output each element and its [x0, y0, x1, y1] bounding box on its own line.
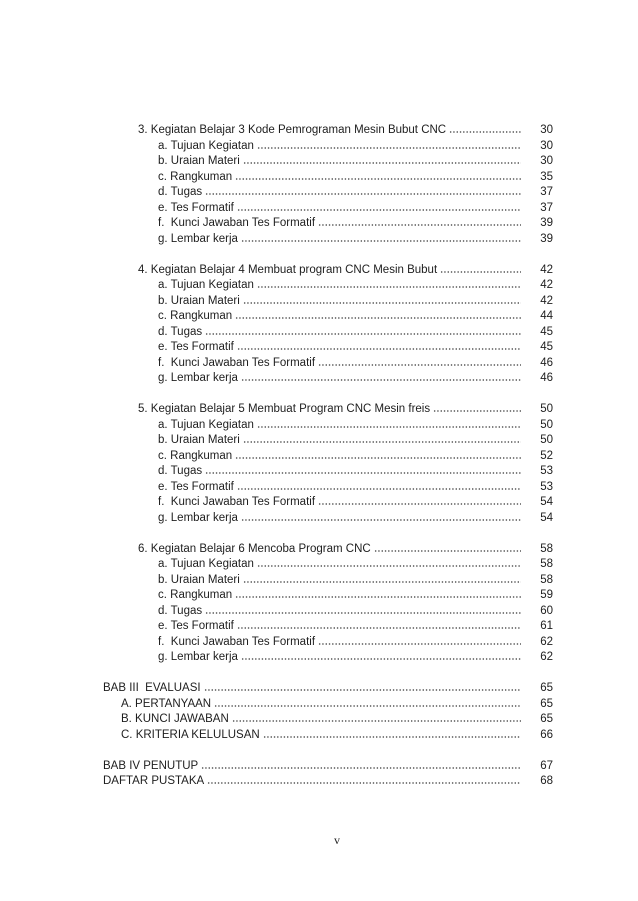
dot-leader [243, 581, 521, 583]
toc-entry-page-number: 54 [540, 496, 553, 508]
toc-activity-item [0, 433, 638, 449]
toc-activity-item [0, 139, 638, 155]
toc-spacer [0, 666, 638, 682]
toc-entry-title: c. Rangkuman [158, 449, 233, 462]
toc-entry-title: b. Uraian Materi [158, 573, 240, 586]
toc-entry-title: c. Rangkuman [158, 310, 233, 322]
toc-entry-page-number: 39 [540, 217, 553, 229]
toc-entry-title: BAB III EVALUASI [103, 682, 201, 694]
toc-activity-item [0, 371, 638, 387]
toc-entry-page-number: 65 [540, 682, 553, 694]
toc-entry-page-number: 30 [540, 139, 553, 152]
toc-entry-page-number: 45 [540, 325, 553, 338]
toc-entry-page-number: 35 [540, 170, 553, 183]
toc-activity-item [0, 201, 638, 217]
toc-entry-title: f. Kunci Jawaban Tes Formatif [158, 356, 316, 369]
toc-activity-item [0, 356, 638, 372]
toc-entry-page-number: 59 [540, 589, 553, 601]
toc-activity-item [0, 495, 638, 511]
dot-leader [205, 193, 521, 195]
toc-activity-heading [0, 542, 638, 558]
toc-entry-title: a. Tujuan Kegiatan [158, 139, 254, 152]
toc-entry-title: a. Tujuan Kegiatan [158, 418, 254, 431]
toc-entry-title: e. Tes Formatif [158, 480, 234, 493]
toc-activity-item [0, 278, 638, 294]
toc-activity-item [0, 464, 638, 480]
dot-leader [214, 705, 521, 707]
toc-spacer [0, 526, 638, 542]
toc-entry-title: f. Kunci Jawaban Tes Formatif [158, 635, 316, 648]
dot-leader [235, 317, 521, 319]
toc-entry-page-number: 42 [540, 294, 553, 307]
toc-entry-title: 5. Kegiatan Belajar 5 Membuat Program CNC Mesin freis [138, 403, 431, 415]
toc-entry-title: d. Tugas [158, 604, 203, 617]
toc-entry-page-number: 68 [540, 775, 553, 787]
dot-leader [235, 178, 521, 180]
toc-entry-title: a. Tujuan Kegiatan [158, 279, 254, 291]
toc-entry-title: g. Lembar kerja [158, 372, 238, 384]
toc-chapter-heading [0, 759, 638, 775]
toc-entry-page-number: 66 [540, 728, 553, 741]
dot-leader [241, 240, 521, 242]
toc-entry-page-number: 53 [540, 465, 553, 477]
dot-leader [257, 426, 521, 428]
toc-activity-item [0, 573, 638, 589]
toc-entry-title: 3. Kegiatan Belajar 3 Kode Pemrograman Mesin Bubut CNC [138, 124, 447, 136]
toc-entry-title: f. Kunci Jawaban Tes Formatif [158, 217, 316, 229]
toc-activity-item [0, 635, 638, 651]
toc-entry-page-number: 37 [540, 201, 553, 214]
dot-leader [318, 503, 521, 505]
toc-entry-page-number: 54 [540, 511, 553, 524]
toc-chapter-heading [0, 681, 638, 697]
toc-chapter-item [0, 728, 638, 744]
toc-activity-item [0, 480, 638, 496]
toc-entry-page-number: 42 [540, 263, 553, 276]
dot-leader [374, 550, 521, 552]
toc-activity-heading [0, 402, 638, 418]
toc-activity-item [0, 185, 638, 201]
toc-activity-item [0, 154, 638, 170]
toc-entry-page-number: 67 [540, 759, 553, 772]
toc-activity-item [0, 309, 638, 325]
toc-entry-page-number: 42 [540, 279, 553, 291]
toc-entry-page-number: 52 [540, 449, 553, 462]
toc-chapter-item [0, 697, 638, 713]
toc-entry-title: a. Tujuan Kegiatan [158, 558, 254, 570]
toc-entry-title: C. KRITERIA KELULUSAN [121, 728, 260, 741]
toc-entry-title: g. Lembar kerja [158, 651, 238, 663]
toc-entry-page-number: 65 [540, 697, 553, 710]
toc-spacer [0, 247, 638, 263]
dot-leader [440, 271, 521, 273]
toc-entry-page-number: 53 [540, 480, 553, 493]
dot-leader [205, 612, 521, 614]
toc-entry-title: d. Tugas [158, 465, 203, 477]
dot-leader [204, 689, 521, 691]
toc-entry-title: b. Uraian Materi [158, 294, 240, 307]
toc-entry-page-number: 45 [540, 341, 553, 353]
toc-entry-page-number: 62 [540, 651, 553, 663]
toc-activity-item [0, 650, 638, 666]
dot-leader [241, 658, 521, 660]
toc-chapter-item [0, 712, 638, 728]
toc-activity-item [0, 619, 638, 635]
toc-spacer [0, 743, 638, 759]
toc-spacer [0, 387, 638, 403]
dot-leader [207, 782, 521, 784]
toc-entry-title: b. Uraian Materi [158, 155, 240, 167]
toc-entry-title: DAFTAR PUSTAKA [103, 775, 205, 787]
dot-leader [318, 364, 521, 366]
toc-entry-page-number: 30 [540, 155, 553, 167]
toc-entry-title: d. Tugas [158, 325, 203, 338]
toc-entry-title: c. Rangkuman [158, 589, 233, 601]
dot-leader [243, 162, 521, 164]
toc-activity-heading [0, 123, 638, 139]
dot-leader [449, 131, 521, 133]
toc-entry-title: f. Kunci Jawaban Tes Formatif [158, 496, 316, 508]
toc-entry-page-number: 58 [540, 558, 553, 570]
toc-entry-title: 6. Kegiatan Belajar 6 Mencoba Program CNC [138, 542, 371, 555]
dot-leader [201, 767, 521, 769]
dot-leader [263, 736, 521, 738]
dot-leader [318, 224, 521, 226]
dot-leader [205, 472, 521, 474]
dot-leader [243, 441, 521, 443]
toc-activity-item [0, 216, 638, 232]
dot-leader [205, 333, 521, 335]
toc-entry-page-number: 50 [540, 418, 553, 431]
toc-entry-page-number: 60 [540, 604, 553, 617]
dot-leader [237, 488, 521, 490]
dot-leader [318, 643, 521, 645]
toc-entry-title: b. Uraian Materi [158, 434, 240, 446]
toc-entry-title: d. Tugas [158, 186, 203, 198]
toc-activity-item [0, 449, 638, 465]
toc-entry-page-number: 46 [540, 372, 553, 384]
dot-leader [241, 379, 521, 381]
dot-leader [257, 286, 521, 288]
toc-entry-page-number: 37 [540, 186, 553, 198]
toc-entry-page-number: 58 [540, 542, 553, 555]
dot-leader [243, 302, 521, 304]
dot-leader [241, 519, 521, 521]
toc-entry-page-number: 50 [540, 434, 553, 446]
toc-entry-page-number: 65 [540, 713, 553, 725]
toc-chapter-heading [0, 774, 638, 790]
toc-activity-item [0, 340, 638, 356]
dot-leader [237, 627, 521, 629]
dot-leader [235, 457, 521, 459]
dot-leader [237, 209, 521, 211]
dot-leader [257, 147, 521, 149]
toc-entry-page-number: 39 [540, 232, 553, 245]
toc-activity-item [0, 170, 638, 186]
toc-activity-item [0, 294, 638, 310]
toc-entry-page-number: 46 [540, 356, 553, 369]
toc-entry-page-number: 62 [540, 635, 553, 648]
toc-activity-item [0, 604, 638, 620]
toc-entry-title: BAB IV PENUTUP [103, 759, 199, 772]
toc-activity-item [0, 588, 638, 604]
table-of-contents [0, 123, 638, 790]
toc-activity-item [0, 232, 638, 248]
toc-entry-title: A. PERTANYAAN [121, 697, 212, 710]
dot-leader [235, 596, 521, 598]
toc-entry-page-number: 61 [540, 620, 553, 632]
toc-activity-item [0, 418, 638, 434]
toc-activity-item [0, 325, 638, 341]
toc-entry-page-number: 44 [540, 310, 553, 322]
toc-activity-heading [0, 263, 638, 279]
toc-entry-page-number: 50 [540, 403, 553, 415]
toc-entry-title: e. Tes Formatif [158, 620, 234, 632]
toc-entry-title: B. KUNCI JAWABAN [121, 713, 229, 725]
toc-entry-title: g. Lembar kerja [158, 511, 238, 524]
toc-entry-title: g. Lembar kerja [158, 232, 238, 245]
toc-activity-item [0, 557, 638, 573]
toc-entry-title: 4. Kegiatan Belajar 4 Membuat program CNC Mesin Bubut [138, 263, 438, 276]
dot-leader [257, 565, 521, 567]
page-number: v [334, 833, 340, 847]
dot-leader [232, 720, 521, 722]
dot-leader [433, 410, 521, 412]
toc-entry-title: e. Tes Formatif [158, 341, 234, 353]
toc-activity-item [0, 511, 638, 527]
toc-entry-title: e. Tes Formatif [158, 201, 234, 214]
toc-entry-page-number: 30 [540, 124, 553, 136]
toc-entry-title: c. Rangkuman [158, 170, 233, 183]
toc-entry-page-number: 58 [540, 573, 553, 586]
dot-leader [237, 348, 521, 350]
